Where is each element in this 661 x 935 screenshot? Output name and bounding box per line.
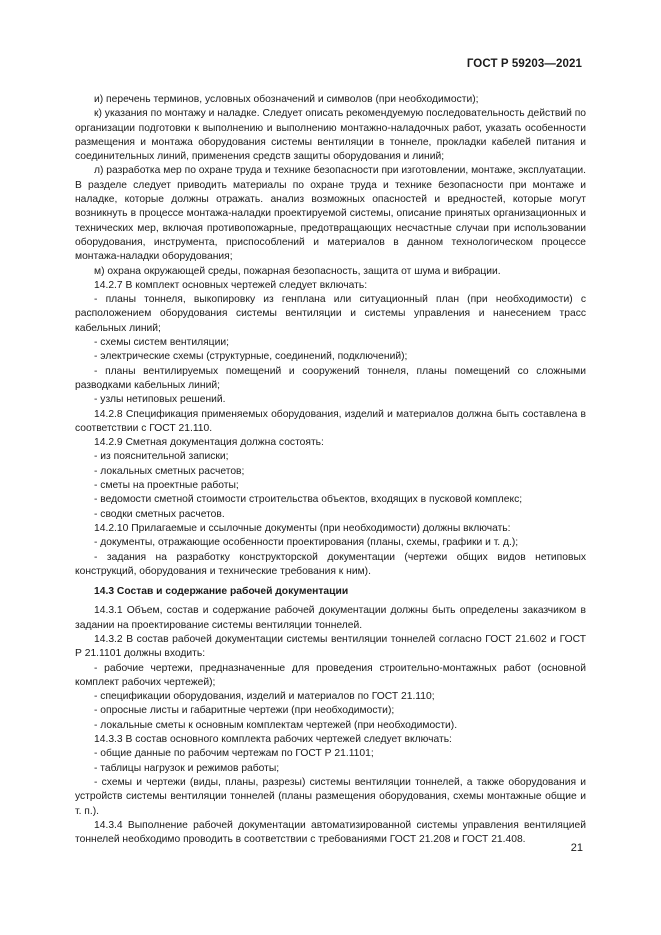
paragraph: - рабочие чертежи, предназначенные для проведения строительно-монтажных работ (основной комплект рабочих чертежей); — [75, 662, 586, 688]
page-number: 21 — [570, 842, 583, 854]
paragraph: 14.3.1 Объем, состав и содержание рабочей документации должны быть определены заказчиком в задании на проектирование системы вентиляции тоннелей. — [75, 605, 586, 631]
paragraph: и) перечень терминов, условных обозначений и символов (при необходимости); — [94, 94, 479, 105]
paragraph: - таблицы нагрузок и режимов работы; — [94, 762, 280, 774]
paragraph: к) указания по монтажу и наладке. Следует описать рекомендуемую последовательность действий по организации подготовки к выполнению и выполнению монтажно-наладочных работ, указать особенности размещения и монтажа оборудования системы вентиляции в тоннеле, прокладки кабелей питания и соединительных линий, применения средств защиты оборудования и линий; — [75, 108, 586, 163]
paragraph: - схемы систем вентиляции; — [94, 337, 229, 349]
paragraph: - планы вентилируемых помещений и сооружений тоннеля, планы помещений со сложными разводками кабельных линий; — [75, 365, 586, 391]
paragraph: - сводки сметных расчетов. — [94, 508, 225, 520]
paragraph: - сметы на проектные работы; — [94, 480, 239, 492]
paragraph: 14.2.9 Сметная документация должна состоять: — [94, 437, 324, 449]
paragraph: - документы, отражающие особенности проектирования (планы, схемы, графики и т. д.); — [94, 537, 519, 549]
paragraph: - задания на разработку конструкторской документации (чертежи общих видов нетиповых конструкций, оборудования и технические требования к ним). — [75, 551, 586, 577]
paragraph: 14.3.3 В состав основного комплекта рабочих чертежей следует включать: — [94, 734, 452, 746]
paragraph: - из пояснительной записки; — [94, 451, 229, 463]
paragraph: - планы тоннеля, выкопировку из генплана или ситуационный план (при необходимости) с расположением оборудования системы вентиляции и системы управления и нанесением трасс кабельных линий; — [75, 294, 586, 334]
paragraph: 14.2.10 Прилагаемые и ссылочные документы (при необходимости) должны включать: — [94, 522, 511, 534]
document-code: ГОСТ Р 59203—2021 — [466, 58, 582, 70]
paragraph: м) охрана окружающей среды, пожарная безопасность, защита от шума и вибрации. — [94, 265, 501, 277]
paragraph: 14.2.8 Спецификация применяемых оборудования, изделий и материалов должна быть составлена в соответствии с ГОСТ 21.110. — [75, 408, 586, 434]
paragraph: 14.3.2 В состав рабочей документации системы вентиляции тоннелей согласно ГОСТ 21.602 и ГОСТ Р 21.1101 должны входить: — [75, 633, 586, 660]
paragraph: - ведомости сметной стоимости строительства объектов, входящих в пусковой комплекс; — [94, 494, 523, 506]
paragraph: - схемы и чертежи (виды, планы, разрезы) системы вентиляции тоннелей, а также оборудования и устройств системы вентиляции тоннелей (планы размещения оборудования, схемы монтажные общие и т. п.). — [75, 776, 586, 817]
paragraph: - спецификации оборудования, изделий и материалов по ГОСТ 21.110; — [94, 691, 435, 703]
paragraph: л) разработка мер по охране труда и технике безопасности при изготовлении, монтаже, эксплуатации. В разделе следует приводить материалы по охране труда и технике безопасности при монтаже и наладке, которые должны отражать. анализ возможных опасностей и вредностей, которые могут возникнуть в процессе монтажа-наладки проектируемой системы, описание принятых организационных и технических мер, включая противопожарные, предотвращающих несчастные случаи при использовании оборудования, инструмента, приспособлений и материалов в данном технологическом процессе монтажа-наладки оборудования; — [75, 165, 586, 263]
paragraph: - узлы нетиповых решений. — [94, 394, 226, 406]
paragraph: - опросные листы и габаритные чертежи (при необходимости); — [94, 705, 395, 717]
paragraph: - локальные сметы к основным комплектам чертежей (при необходимости). — [94, 719, 458, 731]
paragraph: - общие данные по рабочим чертежам по ГОСТ Р 21.1101; — [94, 748, 374, 760]
section-heading: 14.3 Состав и содержание рабочей документации — [94, 586, 349, 598]
paragraph: 14.2.7 В комплект основных чертежей следует включать: — [94, 279, 368, 291]
paragraph: 14.3.4 Выполнение рабочей документации автоматизированной системы управления вентиляцией тоннелей необходимо проводить в соответствии с требованиями ГОСТ 21.208 и ГОСТ 21.408. — [75, 819, 586, 846]
paragraph: - локальных сметных расчетов; — [94, 465, 245, 477]
document-body — [75, 93, 586, 847]
paragraph: - электрические схемы (структурные, соединений, подключений); — [94, 351, 408, 363]
